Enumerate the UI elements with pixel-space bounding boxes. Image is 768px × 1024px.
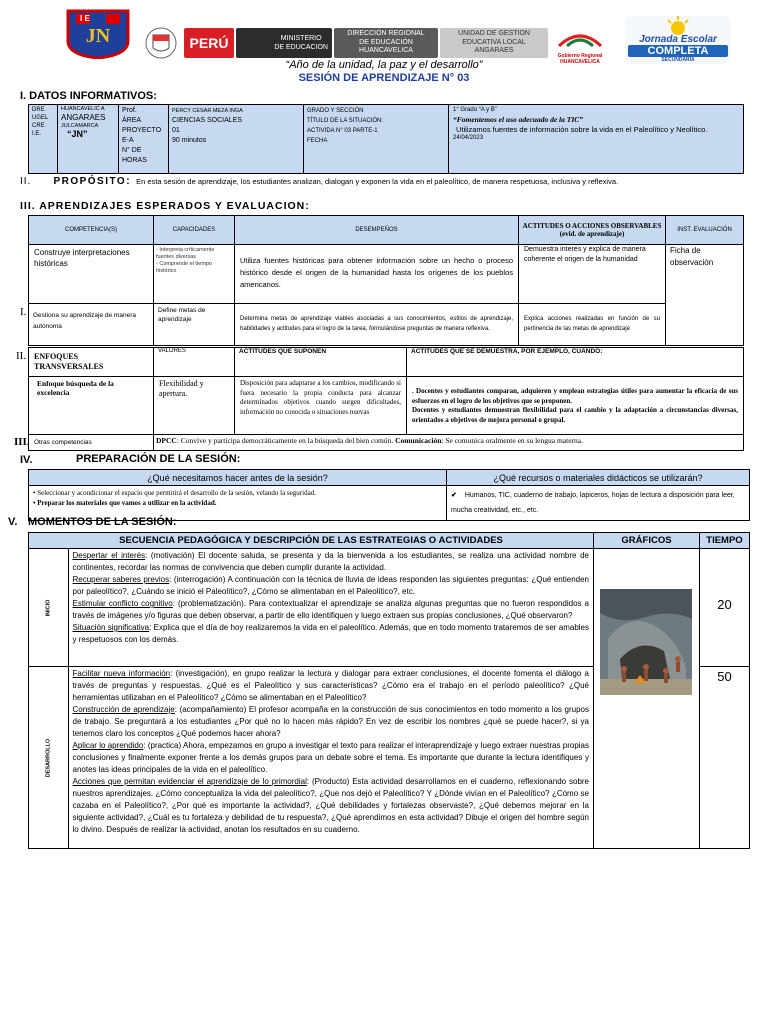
ugel-logo: UNIDAD DE GESTION EDUCATIVA LOCAL ANGARAES (440, 28, 548, 58)
ministerio-logo: MINISTERIO DE EDUCACION (236, 28, 332, 58)
roman-ii: II. (16, 350, 27, 362)
section-4-num: IV. (20, 454, 33, 466)
dre-label: DRE (32, 107, 45, 113)
desarrollo-time: 50 (700, 667, 750, 849)
enfoques-table: ENFOQUES TRANSVERSALES VALORES ACTITUDES QUE SUPONEN ACTITUDES QUE SE DEMUESTRA, POR EJEMPLO, CUANDO: Enfoque búsqueda de la excelencia Flexibilidad y apertura. Disposición para adaptarse a los cambios, modificando si fuera necesario la propia conducta para alcanzar determinados objetivos cuando surgen dificultades, información no conocida o situaciones nuevas . Docentes y estudiantes comparan, adquieren y emplean estrategias útiles para aumentar la eficacia de sus esfuerzos en el logro de los objetivos que se proponen. Docentes y estudiantes demuestran flexibilidad para el cambio y la adaptación a circunstancias diversas, orientados a objetivos de mejora personal o grupal. Otras competencias DPCC: Convive y participa democráticamente en la búsqueda del bien común. Comunicación: Se comunica oralmente en su lengua materna. (28, 347, 744, 451)
momentos-table: SECUENCIA PEDAGÓGICA Y DESCRIPCIÓN DE LAS ESTRATEGIAS O ACTIVIDADES GRÁFICOS TIEMPO INICIO Despertar el interés: (motivación) El docente saluda, se presenta y da la bienvenida a los estudiantes, se realiza una actividad nombre de continentes, recordar las normas de convivencia que deben cumplir durante la actividad. Recuperar saberes previos: (interrogación) A continuación con la técnica de lluvia de ideas responden las siguientes preguntas: ¿Qué entienden por paleolítico?, ¿Cuándo se inició el Paleolítico?, ¿Cómo se alimentaban en el Paleolítico?, etc. Estimular conflicto cognitivo: (problematización). Para contextualizar el aprendizaje se analiza algunas preguntas que no fueron respondidos a través de imágenes y/o figuras que deben observar, a partir de ello identifiquen y luego extraen sus propias conclusiones, ¿Qué observaron? Situación significativa: Explica que el día de hoy realizaremos la vida en el paleolítico. Además, que en todo momento trataremos de ser amables y respetuosos con los demás. 20 DESARROLLO Facilitar nueva información: (investigación), en grupo realizar la lectura y dialogar para extraer conclusiones, el docente fomenta el diálogo a través de preguntas y respuestas. ¿Qué es el Paleolítico y sus características? ¿Cómo era el trabajo en el período paleolítico? ¿Qué herramientas utilizaban en el Paleolítico? ¿Cómo se alimentaban en el Paleolítico? Construcción de aprendizaje: (acompañamiento) El profesor acompaña en la construcción de sus conocimientos en todo momento a los grupos de trabajo. Se preguntará a los estudiantes ¿Por qué no lo hacen más rápido? En vez de escribir los nombres ¿qué se puede hacer?, si ya tenemos claro los conceptos ¿Qué podemos hacer ahora? Aplicar lo aprendido: (practica) Ahora, empezamos en grupo a investigar el texto para realizar el interaprendizaje y luego extraer nuestras propias conclusiones y finalmente exponer frente a los demás grupos para un debate sobre el tema. Es importante que durante la lectura identifiques y anotes las ideas principales de la vida en el paleolítico. Acciones que permitan evidenciar el aprendizaje de lo primordial: (Producto) Esta actividad desarrollamos en el cuaderno, reflexionando sobre nuestros aprendizajes. ¿Cómo conceptualiza la vida del paleolítico?, ¿Que nos dejó el Paleolítico? Y ¿Dónde vivían en el Paleolítico? ¿Cómo se cazaba en el Paleolítico?, ¿Por qué es importante la actividad?, ¿Qué debilidades y fortalezas observaste?, ¿Qué debemos mejorar en la siguiente actividad?, ¿Cuál es tu fortaleza y debilidad de tu respuesta?, ¿Qué aprendimos en esta actividad? Dibuje el origen del hombre según lo divino. Después de realizar la actividad, anotan los resultados en su cuaderno. 50 (28, 532, 750, 849)
direccion-regional-logo: DIRECCIÓN REGIONAL DE EDUCACIÓN HUANCAVELICA (334, 28, 438, 58)
paleolithic-cave-image (600, 589, 692, 695)
aprendizajes-table: COMPETENCIA(S) CAPACIDADES DESEMPEÑOS ACTITUDES O ACCIONES OBSERVABLES (evid. de aprendizaje) INST. EVALUACIÓN Construye interpretaciones históricas - Interpreta críticamente fuentes diversas - Comprende el tiempo histórico Utiliza fuentes históricas para obtener información sobre un hecho o proceso histórico desde el origen de la humanidad hasta los orígenes de los pueblos americanos. Demuestra interés y explica de manera coherente el origen de la humanidad Ficha de observación Gestiona su aprendizaje de manera autónoma Define metas de aprendizaje Determina metas de aprendizaje viables asociadas a sus conocimientos, estilos de aprendizaje, habilidades y actitudes para el logro de la tarea, formulándose preguntas de manera reflexiva. Explica acciones realizadas en función de su pertinencia de las metas de aprendizaje (28, 215, 744, 346)
check-icon: ✔ (451, 492, 457, 499)
roman-iii: III. (14, 436, 30, 448)
gobierno-regional-logo: Gobierno Regional HUANCAVELICA (553, 28, 607, 64)
prep-item-1: • Seleccionar y acondicionar el espacio que permitirá el desarrollo de la sesión, velando la seguridad. (33, 489, 316, 497)
inicio-content: Despertar el interés: (motivación) El docente saluda, se presenta y da la bienvenida a los estudiantes, se realiza una actividad nombre de continentes, recordar las normas de convivencia que deben cumplir durante la actividad. Recuperar saberes previos: (interrogación) A continuación con la técnica de lluvia de ideas responden las siguientes preguntas: ¿Qué entienden por paleolítico?, ¿Cuándo se inició el Paleolítico?, ¿Cómo se alimentaban en el Paleolítico?, etc. Estimular conflicto cognitivo: (problematización). Para contextualizar el aprendizaje se analiza algunas preguntas que no fueron respondidos a través de imágenes y/o figuras que deben observar, a partir de ello identifiquen y luego extraen sus propias conclusiones, ¿Qué observaron? Situación significativa: Explica que el día de hoy realizaremos la vida en el paleolítico. Además, que en todo momento trataremos de ser amables y respetuosos con los demás. (68, 549, 594, 667)
page-title: SESIÓN DE APRENDIZAJE N° 03 (298, 72, 470, 84)
school-logo-initials: I E (80, 14, 90, 23)
section-1-heading: I. DATOS INFORMATIVOS: (20, 90, 157, 102)
section-4-heading: PREPARACIÓN DE LA SESIÓN: (76, 453, 241, 465)
section-3-heading: III. APRENDIZAJES ESPERADOS Y EVALUACION: (20, 200, 310, 212)
school-logo-text: JN (85, 25, 111, 47)
peru-logo: PERÚ (184, 28, 234, 58)
year-motto: “Año de la unidad, la paz y el desarrollo” (285, 59, 483, 71)
school-shield-logo (66, 9, 130, 59)
preparacion-table: ¿Qué necesitamos hacer antes de la sesión? ¿Qué recursos o materiales didácticos se utilizarán? • Seleccionar y acondicionar el espacio que permitirá el desarrollo de la sesión, velando la seguridad. • Preparar los materiales que vamos a utilizar en la actividad. ✔ Humanos, TIC, cuaderno de trabajo, lapiceros, hojas de lectura a disposición para leer, mucha creatividad, etc., etc. (28, 469, 750, 521)
inicio-time: 20 (700, 549, 750, 667)
datos-informativos-table: DRE UGEL CRE I.E. HUANCAVELIC A ANGARAES JULCAMARCA “JN” Prof. ÁREA PROYECTO E-A N° DE HORAS PERCY CESAR MEZA INGA CIENCIAS SOCIALES 01 90 minutos GRADO Y SECCIÓN TÍTULO DE LA SITUACIÓN: ACTIVIDA N° 03 PARTE-1 FECHA 1° Grado “A y B” “Fomentemos el uso adecuado de la TIC” Utilizamos fuentes de información sobre la vida en el Paleolítico y Neolítico. 24/04/2023 (28, 104, 744, 174)
jornada-escolar-completa-logo: Jornada Escolar COMPLETA SECUNDARIA (625, 16, 731, 64)
prep-item-2: • Preparar los materiales que vamos a utilizar en la actividad. (33, 499, 217, 507)
section-5-heading: MOMENTOS DE LA SESIÓN: (28, 516, 177, 528)
desarrollo-content: Facilitar nueva información: (investigación), en grupo realizar la lectura y dialogar para extraer conclusiones, el docente fomenta el diálogo a través de preguntas y respuestas. ¿Qué es el Paleolítico y sus características? ¿Cómo era el trabajo en el período paleolítico? ¿Qué herramientas utilizaban en el Paleolítico? ¿Cómo se alimentaban en el Paleolítico? Construcción de aprendizaje: (acompañamiento) El profesor acompaña en la construcción de sus conocimientos en todo momento a los grupos de trabajo. Se preguntará a los estudiantes ¿Por qué no lo hacen más rápido? En vez de escribir los nombres ¿qué se puede hacer?, si ya tenemos claro los conceptos ¿Qué podemos hacer ahora? Aplicar lo aprendido: (practica) Ahora, empezamos en grupo a investigar el texto para realizar el interaprendizaje y luego extraer nuestras propias conclusiones y finalmente exponer frente a los demás grupos para un debate sobre el tema. Es importante que durante la lectura identifiques y anotes las ideas principales de la vida en el paleolítico. Acciones que permitan evidenciar el aprendizaje de lo primordial: (Producto) Esta actividad desarrollamos en el cuaderno, reflexionando sobre nuestros aprendizajes. ¿Cómo conceptualiza la vida del paleolítico?, ¿Que nos dejó el Paleolítico? Y ¿Dónde vivían en el Paleolítico? ¿Cómo se cazaba en el Paleolítico?, ¿Por qué es importante la actividad?, ¿Qué debilidades y fortalezas observaste?, ¿Qué debemos mejorar en la siguiente actividad?, ¿Cuál es tu fortaleza y debilidad de tu respuesta?, ¿Qué aprendimos en esta actividad? Dibuje el origen del hombre según lo divino. Después de realizar la actividad, anotan los resultados en su cuaderno. (68, 667, 594, 849)
section-5-num: V. (8, 516, 18, 528)
inicio-label: INICIO (45, 599, 52, 616)
roman-i: I. (20, 306, 27, 318)
proposito-section: II. PROPÓSITO: En esta sesión de aprendizaje, los estudiantes analizan, dialogan y exponen la vida en el paleolítico, de manera respetuosa, inclusiva y reflexiva. (20, 176, 619, 187)
desarrollo-label: DESARROLLO (45, 738, 52, 777)
national-emblem-icon (143, 26, 179, 60)
